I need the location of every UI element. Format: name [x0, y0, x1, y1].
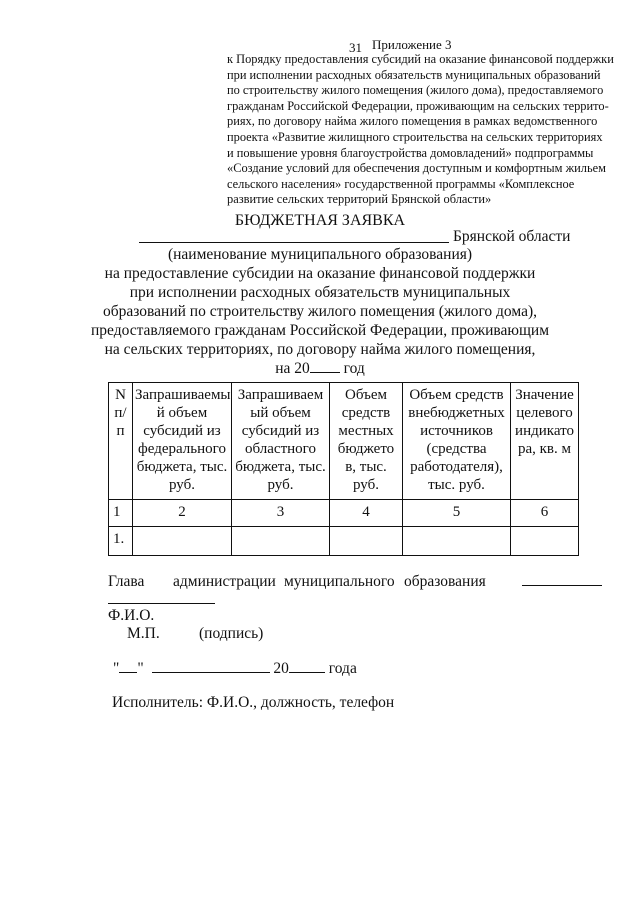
head-word: муниципального [284, 573, 395, 590]
annex-line: сельского населения» государственной программы «Комплексное [227, 176, 575, 191]
municipality-name-line [139, 230, 449, 243]
request-description [0, 245, 640, 378]
table-cell [330, 527, 403, 556]
annex-title: Приложение 3 [372, 37, 452, 52]
year-prefix: 20 [273, 660, 289, 677]
column-number: 3 [232, 500, 330, 527]
header-regional-subsidy: Запрашиваем ый объем субсидий из областного бюджета, тыс. руб. [232, 383, 330, 500]
annex-line: при исполнении расходных обязательств муниципальных образований [227, 67, 601, 82]
body-line: на сельских территориях, по договору найма жилого помещения, [104, 341, 536, 358]
head-word: администрации [173, 573, 276, 590]
year-line [0, 359, 640, 378]
signature-line [522, 585, 602, 586]
head-word: образования [404, 573, 486, 590]
annex-text [227, 52, 623, 208]
executor-line: Исполнитель: Ф.И.О., должность, телефон [112, 694, 395, 711]
annex-line: и повышение уровня благоустройства домовладений» подпрограммы [227, 145, 594, 160]
stamp-label: М.П. [127, 625, 160, 642]
annex-line: развитие сельских территорий Брянской области» [227, 192, 492, 207]
annex-line: гражданам Российской Федерации, проживающим на сельских террито- [227, 98, 609, 113]
body-line: предоставляемого гражданам Российской Федерации, проживающим [90, 322, 550, 339]
header-local-budget: Объем средств местных бюджето в, тыс. руб. [330, 383, 403, 500]
header-extrabudgetary: Объем средств внебюджетных источников (средства работодателя), тыс. руб. [403, 383, 511, 500]
body-line: (наименование муниципального образования) [167, 246, 473, 263]
column-number: 1 [109, 500, 133, 527]
year-blank [289, 660, 325, 673]
signature-label: (подпись) [199, 625, 264, 642]
name-line [108, 603, 215, 604]
header-target-indicator: Значение целевого индикато ра, кв. м [511, 383, 579, 500]
table-cell [511, 527, 579, 556]
head-word: Глава [108, 573, 145, 590]
annex-line: риях, по договору найма жилого помещения в рамках ведомственного [227, 114, 598, 129]
table-cell [232, 527, 330, 556]
table-row [109, 527, 579, 556]
column-number: 2 [133, 500, 232, 527]
body-line: на предоставление субсидии на оказание финансовой поддержки [104, 265, 536, 282]
annex-line: проекта «Развитие жилищного строительства на сельских территориях [227, 129, 603, 144]
budget-table [108, 382, 579, 556]
header-federal-subsidy: Запрашиваемы й объем субсидий из федерального бюджета, тыс. руб. [133, 383, 232, 500]
date-line [113, 660, 357, 678]
column-number-row [109, 500, 579, 527]
year-suffix: год [343, 360, 365, 377]
body-line: образований по строительству жилого помещения (жилого дома), [102, 303, 538, 320]
table-cell [403, 527, 511, 556]
document-title: БЮДЖЕТНАЯ ЗАЯВКА [234, 212, 406, 229]
table-cell: 1. [109, 527, 133, 556]
column-number: 6 [511, 500, 579, 527]
table-cell [133, 527, 232, 556]
date-quote: " [137, 660, 144, 677]
annex-line: к Порядку предоставления субсидий на оказание финансовой поддержки [227, 52, 614, 66]
annex-line: «Создание условий для обеспечения доступным и комфортным жильем [227, 161, 606, 176]
page-number: 31 [349, 40, 362, 55]
column-number: 5 [403, 500, 511, 527]
year-prefix: на 20 [275, 360, 310, 377]
year-blank [310, 360, 340, 373]
month-blank [152, 660, 270, 673]
date-quote: " [113, 660, 120, 677]
year-suffix: года [328, 660, 357, 677]
column-number: 4 [330, 500, 403, 527]
region-label: Брянской области [453, 228, 571, 245]
header-number: N п/ п [109, 383, 133, 500]
annex-line: по строительству жилого помещения (жилого дома), предоставляемого [227, 83, 604, 98]
fio-label: Ф.И.О. [108, 607, 155, 624]
body-line: при исполнении расходных обязательств муниципальных [129, 284, 511, 301]
day-blank [119, 660, 137, 673]
